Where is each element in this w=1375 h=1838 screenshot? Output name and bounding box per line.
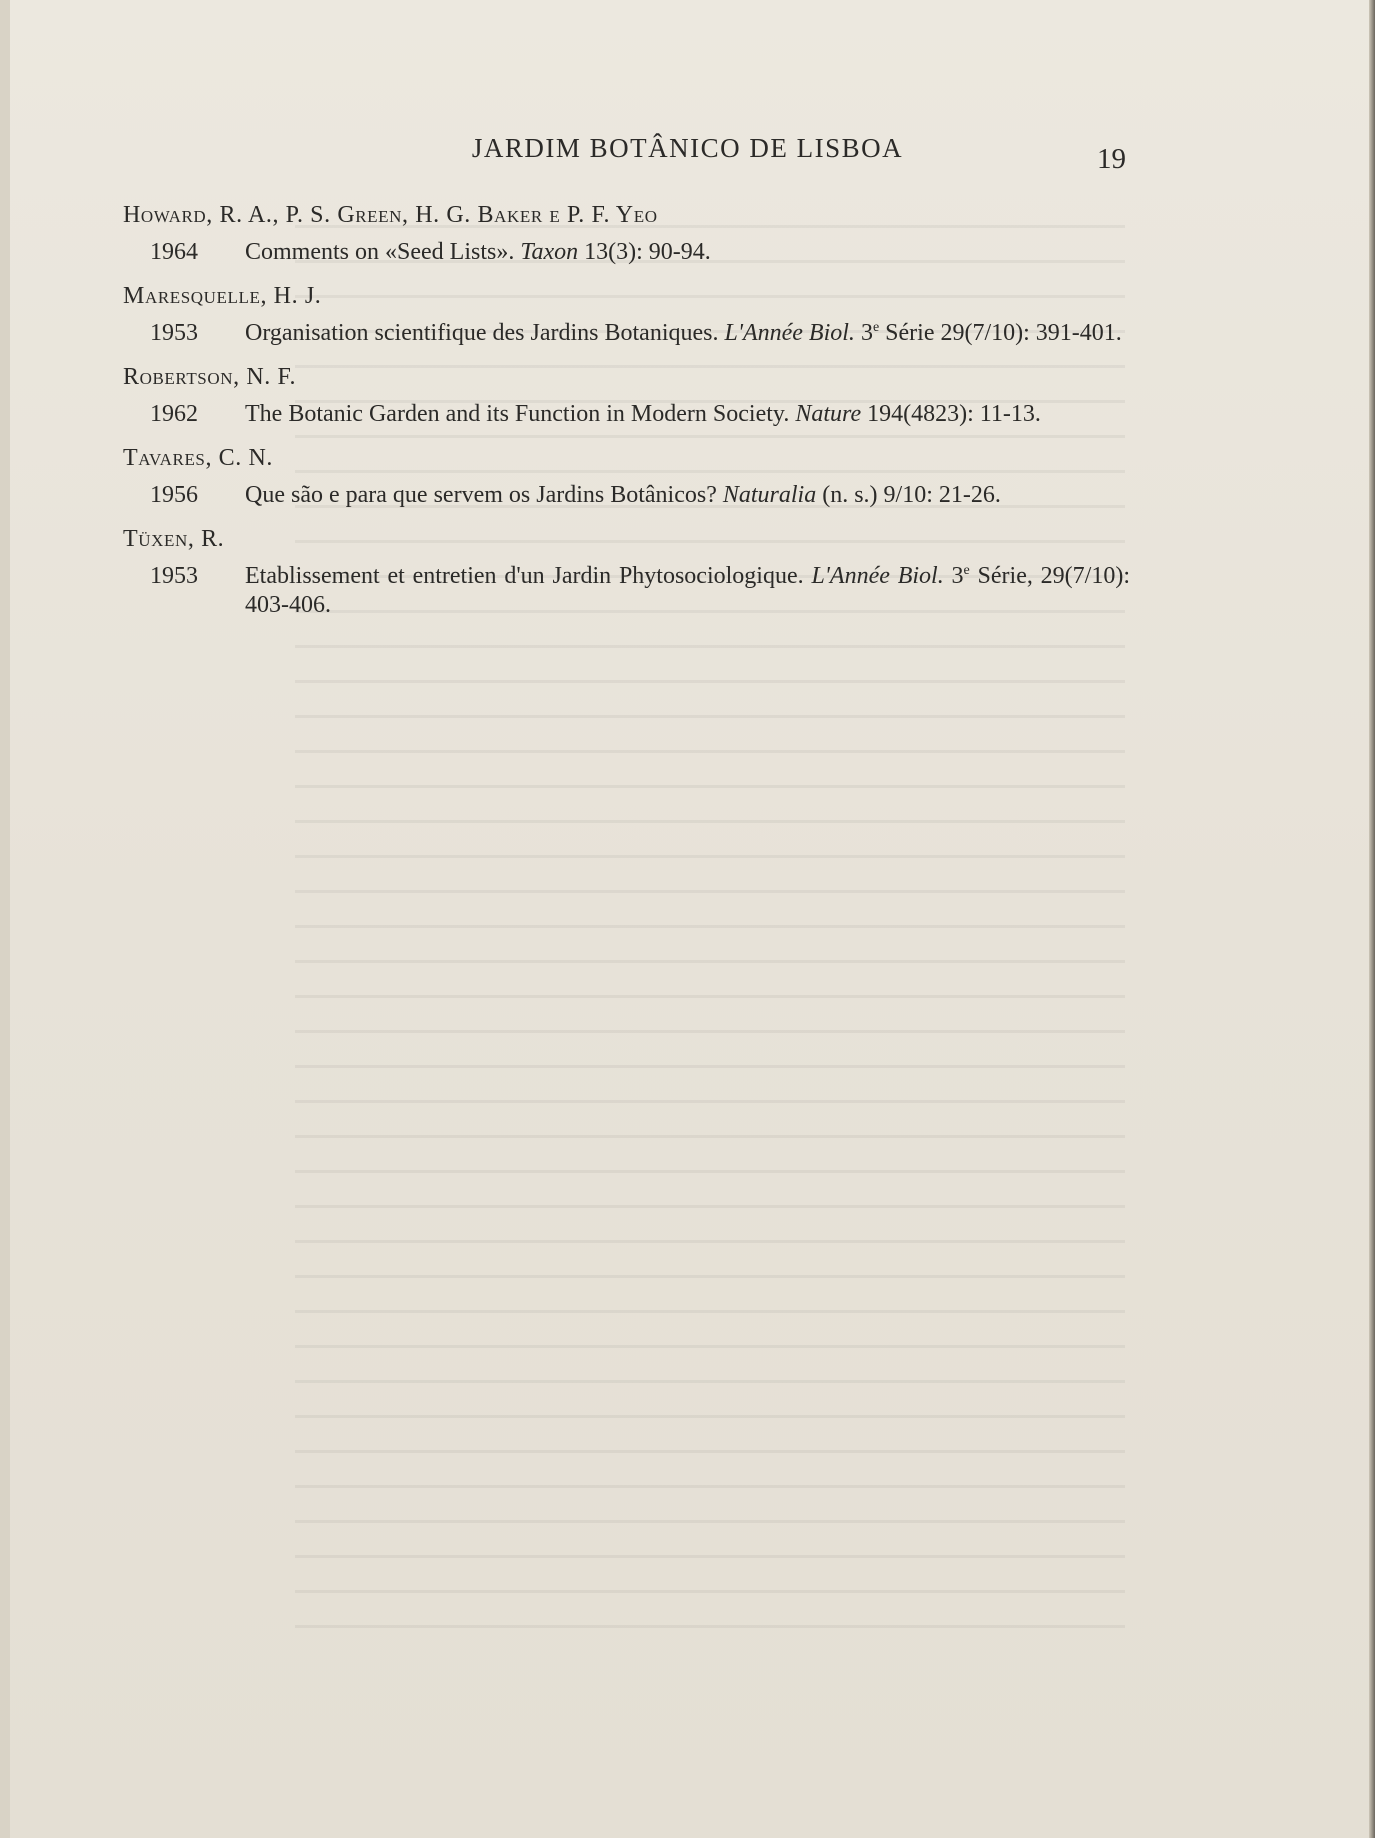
journal-name: L'Année Biol. xyxy=(724,320,855,346)
reference-citation: 13(3): 90-94. xyxy=(578,239,711,265)
running-header: JARDIM BOTÂNICO DE LISBOA xyxy=(471,133,904,163)
journal-name: Nature xyxy=(795,401,862,427)
reference-author: Robertson, N. F. xyxy=(123,364,297,390)
reference-year: 1956 xyxy=(150,482,198,508)
reference-citation: Série 29(7/10): 391-401. xyxy=(879,320,1122,346)
reference-entry xyxy=(150,238,1130,267)
reference-group xyxy=(123,281,1123,348)
reference-series: 3 xyxy=(854,320,873,346)
reference-title: Que são e para que servem os Jardins Botânicos? xyxy=(245,482,723,508)
reference-citation: 194(4823): 11-13. xyxy=(861,401,1041,427)
reference-year: 1962 xyxy=(150,401,198,427)
reference-citation: (n. s.) 9/10: 21-26. xyxy=(816,482,1001,508)
journal-name: Naturalia xyxy=(722,482,817,508)
journal-name: L'Année Biol. xyxy=(811,563,944,589)
reference-author: Tavares, C. N. xyxy=(123,445,274,471)
reference-series: 3 xyxy=(943,563,964,589)
journal-name: Taxon xyxy=(520,239,579,265)
bibliography xyxy=(123,200,1130,634)
page-right-edge xyxy=(1369,0,1375,1838)
reference-entry xyxy=(150,400,1130,429)
reference-year: 1964 xyxy=(150,239,198,265)
reference-group xyxy=(123,443,1123,510)
reference-group xyxy=(123,200,1123,267)
reference-entry xyxy=(150,562,1130,620)
reference-title: Etablissement et entretien d'un Jardin Phytosociologique. xyxy=(245,563,812,589)
reference-entry xyxy=(150,481,1130,510)
superscript: e xyxy=(963,563,970,578)
reference-author: Howard, R. A., P. S. Green, H. G. Baker e P. F. Yeo xyxy=(123,202,658,228)
reference-title: Organisation scientifique des Jardins Botaniques. xyxy=(245,320,725,346)
reference-author: Tüxen, R. xyxy=(123,526,225,552)
reference-year: 1953 xyxy=(150,563,198,589)
superscript: e xyxy=(872,320,880,335)
reference-entry xyxy=(150,319,1130,348)
reference-group xyxy=(123,524,1130,620)
reference-year: 1953 xyxy=(150,320,198,346)
reference-title: Comments on «Seed Lists». xyxy=(245,239,521,265)
reference-citation: Série, 29(7/10): 403-406. xyxy=(245,563,1130,618)
page-number: 19 xyxy=(1097,143,1126,175)
reference-group xyxy=(123,362,1123,429)
reference-author: Maresquelle, H. J. xyxy=(123,283,322,309)
reference-title: The Botanic Garden and its Function in Modern Society. xyxy=(245,401,796,427)
